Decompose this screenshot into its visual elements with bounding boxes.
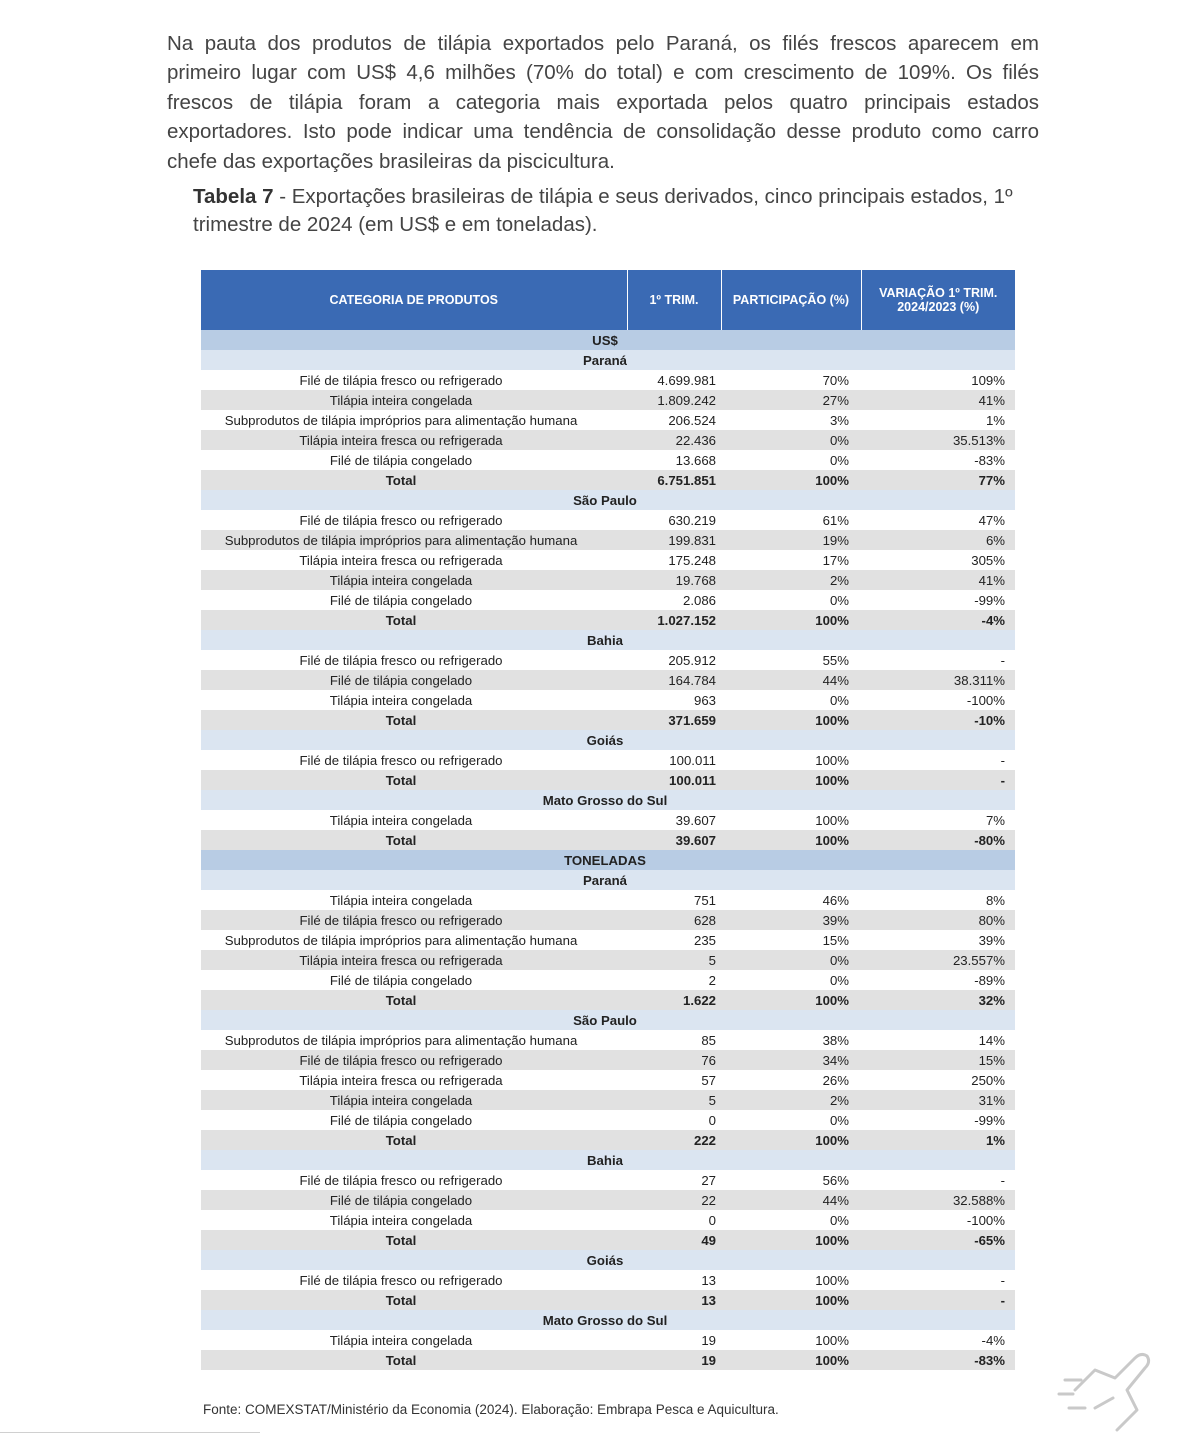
product-cell: Filé de tilápia congelado <box>201 670 627 690</box>
product-cell: Total <box>201 470 627 490</box>
value-cell: 19 <box>627 1350 721 1370</box>
share-cell: 100% <box>721 830 861 850</box>
product-cell: Filé de tilápia congelado <box>329 452 473 468</box>
table-row <box>201 1030 1015 1050</box>
share-cell: 2% <box>721 570 861 590</box>
variation-cell: 7% <box>985 812 1005 828</box>
share-cell: 0% <box>829 1212 849 1228</box>
table-row <box>201 1190 1015 1210</box>
variation-cell: 31% <box>861 1090 1015 1110</box>
exports-table <box>201 270 1015 1370</box>
product-cell: Total <box>201 770 627 790</box>
product-cell: Tilápia inteira congelada <box>329 692 473 708</box>
state-row <box>201 1150 1015 1170</box>
value-cell: 6.751.851 <box>627 470 721 490</box>
total-row <box>201 610 1015 630</box>
value-cell: 100.011 <box>669 752 716 768</box>
share-cell: 100% <box>721 710 861 730</box>
variation-cell: 305% <box>971 552 1005 568</box>
table-row <box>201 1050 1015 1070</box>
state-row <box>201 1010 1015 1030</box>
table-row <box>201 1210 1015 1230</box>
value-cell: 4.699.981 <box>657 372 716 388</box>
share-cell: 100% <box>721 1230 861 1250</box>
variation-cell: 35.513% <box>861 430 1015 450</box>
share-cell: 0% <box>829 692 849 708</box>
state-label: Goiás <box>201 1250 1015 1270</box>
share-cell: 100% <box>721 1350 861 1370</box>
table-row <box>201 1110 1015 1130</box>
share-cell: 17% <box>822 552 849 568</box>
variation-cell: - <box>1000 1172 1005 1188</box>
value-cell: 49 <box>627 1230 721 1250</box>
value-cell: 1.809.242 <box>627 390 721 410</box>
product-cell: Filé de tilápia fresco ou refrigerado <box>299 512 503 528</box>
value-cell: 39.607 <box>675 812 716 828</box>
value-cell: 76 <box>627 1050 721 1070</box>
variation-cell: 41% <box>861 570 1015 590</box>
intro-paragraph: Na pauta dos produtos de tilápia exportados pelo Paraná, os filés frescos aparecem em primeiro lugar com US$ 4,6 milhões (70% do total) e com crescimento de 109%. Os filés frescos de tilápia foram a categoria mais exportada pelos quatro principais estados exportadores. Isto pode indicar uma tendência de consolidação desse produto como carro chefe das exportações brasileiras da piscicultura. <box>167 31 1039 173</box>
share-cell: 19% <box>721 530 861 550</box>
share-cell: 0% <box>721 950 861 970</box>
variation-cell: 80% <box>861 910 1015 930</box>
product-cell: Subprodutos de tilápia impróprios para alimentação humana <box>224 932 578 948</box>
header-share: PARTICIPAÇÃO (%) <box>721 270 861 330</box>
value-cell: 5 <box>627 1090 721 1110</box>
table-row <box>201 1070 1015 1090</box>
product-cell: Tilápia inteira congelada <box>201 1090 627 1110</box>
table-row <box>201 910 1015 930</box>
product-cell: Total <box>201 710 627 730</box>
product-cell: Filé de tilápia congelado <box>201 1190 627 1210</box>
variation-cell: 15% <box>861 1050 1015 1070</box>
table-row <box>201 1090 1015 1110</box>
table-row <box>201 970 1015 990</box>
product-cell: Total <box>201 1350 627 1370</box>
share-cell: 44% <box>721 1190 861 1210</box>
product-cell: Subprodutos de tilápia impróprios para alimentação humana <box>224 1032 578 1048</box>
table-row <box>201 550 1015 570</box>
share-cell: 100% <box>721 770 861 790</box>
share-cell: 100% <box>815 752 849 768</box>
product-cell: Subprodutos de tilápia impróprios para alimentação humana <box>224 412 578 428</box>
product-cell: Tilápia inteira congelada <box>329 1332 473 1348</box>
state-row <box>201 490 1015 510</box>
table-row <box>201 890 1015 910</box>
variation-cell: 77% <box>861 470 1015 490</box>
total-row <box>201 830 1015 850</box>
value-cell: 2.086 <box>682 592 716 608</box>
variation-cell: -100% <box>966 1212 1005 1228</box>
value-cell: 963 <box>693 692 716 708</box>
share-cell: 26% <box>822 1072 849 1088</box>
value-cell: 13 <box>627 1290 721 1310</box>
variation-cell: 1% <box>861 1130 1015 1150</box>
product-cell: Filé de tilápia congelado <box>329 592 473 608</box>
airplane-icon <box>1055 1350 1175 1441</box>
value-cell: 19 <box>701 1332 716 1348</box>
variation-cell: 32% <box>861 990 1015 1010</box>
table-row <box>201 510 1015 530</box>
share-cell: 100% <box>815 1272 849 1288</box>
table-body <box>201 330 1015 1370</box>
product-cell: Tilápia inteira fresca ou refrigerada <box>299 552 503 568</box>
share-cell: 27% <box>721 390 861 410</box>
variation-cell: -83% <box>974 452 1005 468</box>
value-cell: 13 <box>701 1272 716 1288</box>
state-label: Bahia <box>201 1150 1015 1170</box>
variation-cell: 109% <box>971 372 1005 388</box>
value-cell: 13.668 <box>675 452 716 468</box>
share-cell: 100% <box>721 990 861 1010</box>
table-row <box>201 530 1015 550</box>
value-cell: 222 <box>627 1130 721 1150</box>
product-cell: Filé de tilápia fresco ou refrigerado <box>299 1172 503 1188</box>
unit-label: US$ <box>201 330 1015 350</box>
variation-cell: 23.557% <box>861 950 1015 970</box>
value-cell: 100.011 <box>627 770 721 790</box>
variation-cell: 1% <box>985 412 1005 428</box>
value-cell: 199.831 <box>627 530 721 550</box>
share-cell: 0% <box>721 430 861 450</box>
table-row <box>201 590 1015 610</box>
variation-cell: -83% <box>861 1350 1015 1370</box>
state-row <box>201 1310 1015 1330</box>
product-cell: Tilápia inteira congelada <box>329 892 473 908</box>
variation-cell: 47% <box>978 512 1005 528</box>
unit-label: TONELADAS <box>201 850 1015 870</box>
share-cell: 38% <box>822 1032 849 1048</box>
share-cell: 100% <box>721 610 861 630</box>
variation-cell: - <box>861 770 1015 790</box>
header-variation: VARIAÇÃO 1º TRIM. 2024/2023 (%) <box>861 270 1015 330</box>
table-row <box>201 390 1015 410</box>
variation-cell: 14% <box>978 1032 1005 1048</box>
variation-cell: 41% <box>861 390 1015 410</box>
share-cell: 56% <box>822 1172 849 1188</box>
table-row <box>201 1270 1015 1290</box>
product-cell: Total <box>201 1230 627 1250</box>
state-row <box>201 790 1015 810</box>
value-cell: 22.436 <box>627 430 721 450</box>
share-cell: 46% <box>822 892 849 908</box>
value-cell: 2 <box>708 972 716 988</box>
table-row <box>201 430 1015 450</box>
table-row <box>201 750 1015 770</box>
value-cell: 27 <box>701 1172 716 1188</box>
product-cell: Tilápia inteira congelada <box>329 1212 473 1228</box>
variation-cell: -10% <box>861 710 1015 730</box>
footer-divider <box>0 1432 260 1433</box>
caption-text: - Exportações brasileiras de tilápia e seus derivados, cinco principais estados, 1º trimestre de 2024 (em US$ e em toneladas). <box>193 185 1013 236</box>
state-row <box>201 730 1015 750</box>
value-cell: 630.219 <box>668 512 716 528</box>
unit-row <box>201 850 1015 870</box>
product-cell: Tilápia inteira fresca ou refrigerada <box>201 950 627 970</box>
table-row <box>201 670 1015 690</box>
variation-cell: - <box>861 1290 1015 1310</box>
value-cell: 628 <box>627 910 721 930</box>
state-label: Mato Grosso do Sul <box>201 1310 1015 1330</box>
variation-cell: 38.311% <box>861 670 1015 690</box>
product-cell: Tilápia inteira fresca ou refrigerada <box>201 430 627 450</box>
variation-cell: -99% <box>974 1112 1005 1128</box>
value-cell: 1.027.152 <box>627 610 721 630</box>
state-label: Paraná <box>201 350 1015 370</box>
product-cell: Total <box>201 610 627 630</box>
value-cell: 205.912 <box>668 652 716 668</box>
table-row <box>201 690 1015 710</box>
value-cell: 5 <box>627 950 721 970</box>
total-row <box>201 470 1015 490</box>
variation-cell: -100% <box>966 692 1005 708</box>
state-row <box>201 350 1015 370</box>
product-cell: Subprodutos de tilápia impróprios para alimentação humana <box>201 530 627 550</box>
table-row <box>201 450 1015 470</box>
table-row <box>201 810 1015 830</box>
total-row <box>201 770 1015 790</box>
share-cell: 0% <box>829 592 849 608</box>
value-cell: 1.622 <box>627 990 721 1010</box>
table-row <box>201 410 1015 430</box>
product-cell: Filé de tilápia congelado <box>329 972 473 988</box>
variation-cell: -80% <box>861 830 1015 850</box>
share-cell: 34% <box>721 1050 861 1070</box>
value-cell: 19.768 <box>627 570 721 590</box>
variation-cell: - <box>1000 1272 1005 1288</box>
value-cell: 0 <box>708 1212 716 1228</box>
share-cell: 100% <box>815 1332 849 1348</box>
share-cell: 0% <box>829 972 849 988</box>
share-cell: 44% <box>721 670 861 690</box>
value-cell: 164.784 <box>627 670 721 690</box>
state-label: São Paulo <box>201 490 1015 510</box>
product-cell: Filé de tilápia fresco ou refrigerado <box>299 752 503 768</box>
product-cell: Total <box>201 990 627 1010</box>
state-label: Paraná <box>201 870 1015 890</box>
table-row <box>201 950 1015 970</box>
header-category: CATEGORIA DE PRODUTOS <box>201 270 627 330</box>
total-row <box>201 1350 1015 1370</box>
state-row <box>201 870 1015 890</box>
value-cell: 371.659 <box>627 710 721 730</box>
total-row <box>201 710 1015 730</box>
total-row <box>201 1290 1015 1310</box>
product-cell: Filé de tilápia fresco ou refrigerado <box>299 652 503 668</box>
total-row <box>201 990 1015 1010</box>
variation-cell: 8% <box>985 892 1005 908</box>
variation-cell: -4% <box>981 1332 1005 1348</box>
product-cell: Filé de tilápia fresco ou refrigerado <box>201 910 627 930</box>
share-cell: 0% <box>829 1112 849 1128</box>
table-row <box>201 1170 1015 1190</box>
table-row <box>201 650 1015 670</box>
share-cell: 100% <box>721 1130 861 1150</box>
source-note: Fonte: COMEXSTAT/Ministério da Economia (2024). Elaboração: Embrapa Pesca e Aquicultura. <box>203 1402 779 1417</box>
share-cell: 55% <box>822 652 849 668</box>
value-cell: 57 <box>701 1072 716 1088</box>
table-row <box>201 570 1015 590</box>
product-cell: Filé de tilápia fresco ou refrigerado <box>299 372 503 388</box>
variation-cell: 32.588% <box>861 1190 1015 1210</box>
share-cell: 100% <box>721 1290 861 1310</box>
variation-cell: -65% <box>861 1230 1015 1250</box>
product-cell: Total <box>201 1290 627 1310</box>
table-row <box>201 1330 1015 1350</box>
table-row <box>201 370 1015 390</box>
product-cell: Tilápia inteira congelada <box>201 390 627 410</box>
state-label: Goiás <box>201 730 1015 750</box>
caption-label: Tabela 7 <box>193 185 274 208</box>
product-cell: Filé de tilápia congelado <box>329 1112 473 1128</box>
share-cell: 70% <box>822 372 849 388</box>
share-cell: 15% <box>822 932 849 948</box>
variation-cell: -89% <box>974 972 1005 988</box>
state-label: São Paulo <box>201 1010 1015 1030</box>
value-cell: 751 <box>693 892 716 908</box>
value-cell: 0 <box>708 1112 716 1128</box>
table-caption <box>193 183 1043 239</box>
state-row <box>201 630 1015 650</box>
product-cell: Tilápia inteira congelada <box>201 570 627 590</box>
table-row <box>201 930 1015 950</box>
header-trim: 1º TRIM. <box>627 270 721 330</box>
value-cell: 22 <box>627 1190 721 1210</box>
unit-row <box>201 330 1015 350</box>
value-cell: 235 <box>693 932 716 948</box>
total-row <box>201 1130 1015 1150</box>
product-cell: Filé de tilápia fresco ou refrigerado <box>299 1272 503 1288</box>
variation-cell: 250% <box>971 1072 1005 1088</box>
share-cell: 100% <box>815 812 849 828</box>
share-cell: 2% <box>721 1090 861 1110</box>
share-cell: 61% <box>822 512 849 528</box>
total-row <box>201 1230 1015 1250</box>
variation-cell: -99% <box>974 592 1005 608</box>
share-cell: 3% <box>829 412 849 428</box>
variation-cell: - <box>1000 652 1005 668</box>
variation-cell: -4% <box>861 610 1015 630</box>
value-cell: 206.524 <box>668 412 716 428</box>
table-header-row <box>201 270 1015 330</box>
value-cell: 85 <box>701 1032 716 1048</box>
product-cell: Tilápia inteira fresca ou refrigerada <box>299 1072 503 1088</box>
value-cell: 175.248 <box>668 552 716 568</box>
state-label: Bahia <box>201 630 1015 650</box>
value-cell: 39.607 <box>627 830 721 850</box>
product-cell: Filé de tilápia fresco ou refrigerado <box>201 1050 627 1070</box>
share-cell: 0% <box>829 452 849 468</box>
product-cell: Tilápia inteira congelada <box>329 812 473 828</box>
variation-cell: - <box>1000 752 1005 768</box>
variation-cell: 39% <box>978 932 1005 948</box>
variation-cell: 6% <box>861 530 1015 550</box>
state-label: Mato Grosso do Sul <box>201 790 1015 810</box>
share-cell: 100% <box>721 470 861 490</box>
share-cell: 39% <box>721 910 861 930</box>
state-row <box>201 1250 1015 1270</box>
product-cell: Total <box>201 830 627 850</box>
product-cell: Total <box>201 1130 627 1150</box>
